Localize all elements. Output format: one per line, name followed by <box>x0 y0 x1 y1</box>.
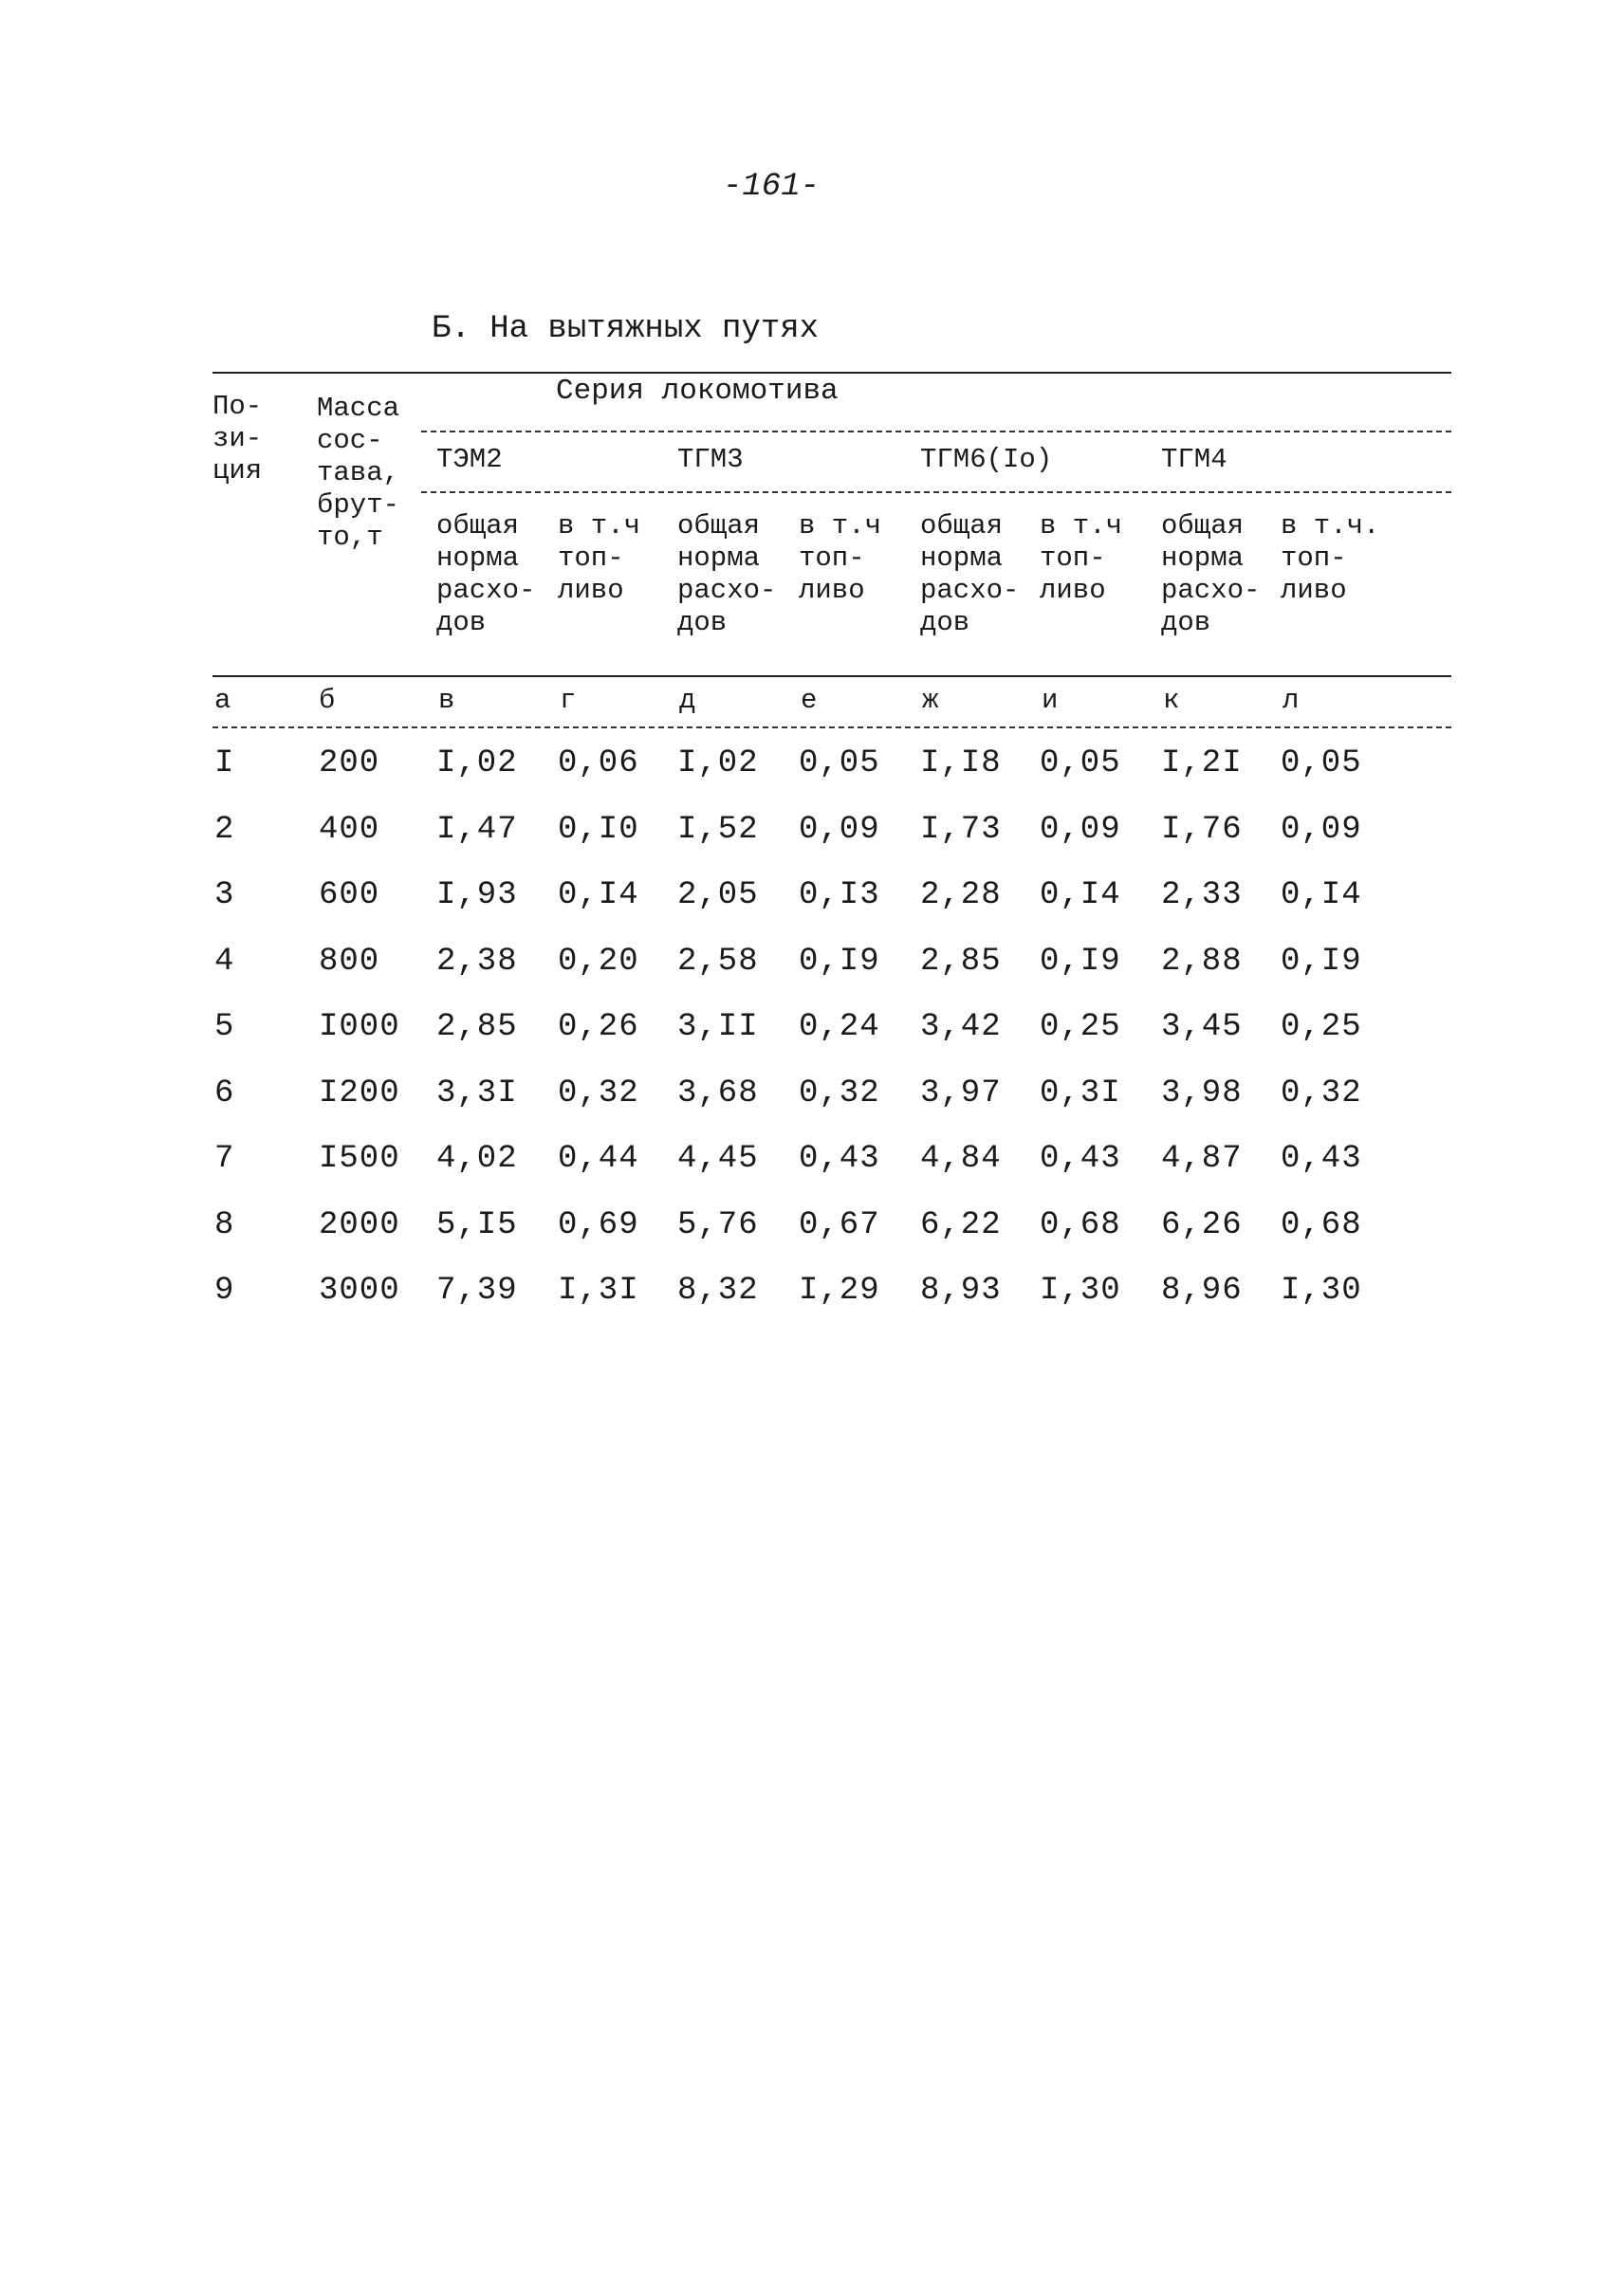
table-cell: 2,88 <box>1161 943 1243 980</box>
column-letter: и <box>1042 685 1059 716</box>
table-cell: 0,05 <box>799 745 880 781</box>
row-mass: 600 <box>319 877 380 913</box>
table-cell: 0,69 <box>558 1206 639 1243</box>
table-cell: 3,II <box>677 1009 759 1045</box>
column-letter: е <box>801 685 818 716</box>
table-cell: 5,76 <box>677 1206 759 1243</box>
subheader-total-tgm6: общая норма расхо- дов <box>920 510 1020 638</box>
table-cell: 0,43 <box>1281 1141 1362 1177</box>
subheader-total-tgm3: общая норма расхо- дов <box>677 510 777 638</box>
table-cell: 0,3I <box>1040 1075 1121 1111</box>
row-mass: 800 <box>319 943 380 980</box>
table-cell: 2,85 <box>436 1009 518 1045</box>
series-underline <box>421 431 1451 432</box>
table-cell: 0,32 <box>799 1075 880 1111</box>
row-position: 7 <box>214 1141 235 1177</box>
row-position: 9 <box>214 1273 235 1309</box>
table-cell: I,73 <box>920 811 1002 848</box>
column-letter: д <box>679 685 696 716</box>
table-cell: 3,98 <box>1161 1075 1243 1111</box>
table-cell: 3,3I <box>436 1075 518 1111</box>
subheader-fuel-tgm6: в т.ч топ- ливо <box>1040 510 1123 606</box>
locomotive-tgm6: ТГМ6(Iо) <box>920 444 1053 475</box>
table-cell: 0,25 <box>1281 1009 1362 1045</box>
table-cell: 0,05 <box>1281 745 1362 781</box>
table-cell: I,02 <box>677 745 759 781</box>
table-cell: I,30 <box>1040 1273 1121 1309</box>
row-position: 3 <box>214 877 235 913</box>
row-mass: 2000 <box>319 1206 400 1243</box>
table-cell: 3,68 <box>677 1075 759 1111</box>
table-cell: 0,09 <box>1281 811 1362 848</box>
row-mass: 3000 <box>319 1273 400 1309</box>
table-cell: I,I8 <box>920 745 1002 781</box>
table-cell: 0,32 <box>1281 1075 1362 1111</box>
table-cell: 8,32 <box>677 1273 759 1309</box>
table-cell: 6,22 <box>920 1206 1002 1243</box>
page-number: -161- <box>723 169 821 205</box>
table-cell: 0,24 <box>799 1009 880 1045</box>
table-cell: 0,68 <box>1281 1206 1362 1243</box>
table-cell: 0,25 <box>1040 1009 1121 1045</box>
row-mass: I500 <box>319 1141 400 1177</box>
table-cell: I,52 <box>677 811 759 848</box>
fuel-norms-table <box>212 372 1451 1339</box>
table-cell: 0,I4 <box>1040 877 1121 913</box>
table-cell: 2,58 <box>677 943 759 980</box>
table-cell: 4,45 <box>677 1141 759 1177</box>
subheader-total-tgm4: общая норма расхо- дов <box>1161 510 1261 638</box>
table-cell: 0,I4 <box>558 877 639 913</box>
row-position: 6 <box>214 1075 235 1111</box>
table-cell: 0,43 <box>799 1141 880 1177</box>
section-title: Б. На вытяжных путях <box>432 311 820 347</box>
table-cell: 2,05 <box>677 877 759 913</box>
table-cell: 2,28 <box>920 877 1002 913</box>
table-cell: 3,45 <box>1161 1009 1243 1045</box>
column-letter: б <box>319 685 336 716</box>
table-cell: 0,I9 <box>799 943 880 980</box>
header-bottom-rule <box>212 675 1451 677</box>
table-cell: 3,97 <box>920 1075 1002 1111</box>
table-cell: I,3I <box>558 1273 639 1309</box>
column-letter: а <box>214 685 231 716</box>
table-cell: 0,44 <box>558 1141 639 1177</box>
locomotive-tgm4: ТГМ4 <box>1161 444 1227 475</box>
table-top-rule <box>212 372 1451 374</box>
table-cell: 0,09 <box>1040 811 1121 848</box>
table-cell: 0,43 <box>1040 1141 1121 1177</box>
header-position: По- зи- ция <box>212 391 263 487</box>
table-cell: 2,85 <box>920 943 1002 980</box>
table-cell: 5,I5 <box>436 1206 518 1243</box>
row-position: I <box>214 745 235 781</box>
row-position: 2 <box>214 811 235 848</box>
row-position: 5 <box>214 1009 235 1045</box>
table-cell: 8,93 <box>920 1273 1002 1309</box>
column-letter: в <box>438 685 455 716</box>
table-cell: 0,67 <box>799 1206 880 1243</box>
table-cell: I,29 <box>799 1273 880 1309</box>
table-cell: 0,06 <box>558 745 639 781</box>
locomotive-tem2: ТЭМ2 <box>436 444 503 475</box>
table-cell: 0,09 <box>799 811 880 848</box>
row-mass: I000 <box>319 1009 400 1045</box>
subheader-fuel-tgm3: в т.ч топ- ливо <box>799 510 882 606</box>
table-cell: 0,I9 <box>1040 943 1121 980</box>
subheader-total-tem2: общая норма расхо- дов <box>436 510 536 638</box>
row-mass: 200 <box>319 745 380 781</box>
row-position: 8 <box>214 1206 235 1243</box>
table-cell: 0,I9 <box>1281 943 1362 980</box>
table-cell: I,76 <box>1161 811 1243 848</box>
table-cell: 0,20 <box>558 943 639 980</box>
header-series: Серия локомотива <box>556 375 839 408</box>
table-cell: 0,05 <box>1040 745 1121 781</box>
locomotive-underline <box>421 491 1451 493</box>
table-cell: 8,96 <box>1161 1273 1243 1309</box>
table-cell: 0,68 <box>1040 1206 1121 1243</box>
subheader-fuel-tem2: в т.ч топ- ливо <box>558 510 641 606</box>
table-cell: 0,I4 <box>1281 877 1362 913</box>
header-mass: Масса сос- тава, брут- то,т <box>317 393 400 553</box>
table-cell: 6,26 <box>1161 1206 1243 1243</box>
table-cell: I,2I <box>1161 745 1243 781</box>
table-cell: I,93 <box>436 877 518 913</box>
column-letter: к <box>1163 685 1180 716</box>
letters-underline <box>212 726 1451 728</box>
table-cell: I,30 <box>1281 1273 1362 1309</box>
table-cell: 4,87 <box>1161 1141 1243 1177</box>
row-mass: I200 <box>319 1075 400 1111</box>
column-letter: л <box>1283 685 1300 716</box>
table-cell: 0,I3 <box>799 877 880 913</box>
locomotive-tgm3: ТГМ3 <box>677 444 744 475</box>
table-cell: I,47 <box>436 811 518 848</box>
table-cell: 3,42 <box>920 1009 1002 1045</box>
column-letter: ж <box>922 685 939 716</box>
table-cell: I,02 <box>436 745 518 781</box>
row-mass: 400 <box>319 811 380 848</box>
table-cell: 0,26 <box>558 1009 639 1045</box>
table-cell: 0,I0 <box>558 811 639 848</box>
table-cell: 2,38 <box>436 943 518 980</box>
table-cell: 4,02 <box>436 1141 518 1177</box>
table-cell: 2,33 <box>1161 877 1243 913</box>
table-cell: 0,32 <box>558 1075 639 1111</box>
table-cell: 7,39 <box>436 1273 518 1309</box>
subheader-fuel-tgm4: в т.ч. топ- ливо <box>1281 510 1380 606</box>
row-position: 4 <box>214 943 235 980</box>
column-letter: г <box>560 685 577 716</box>
table-cell: 4,84 <box>920 1141 1002 1177</box>
